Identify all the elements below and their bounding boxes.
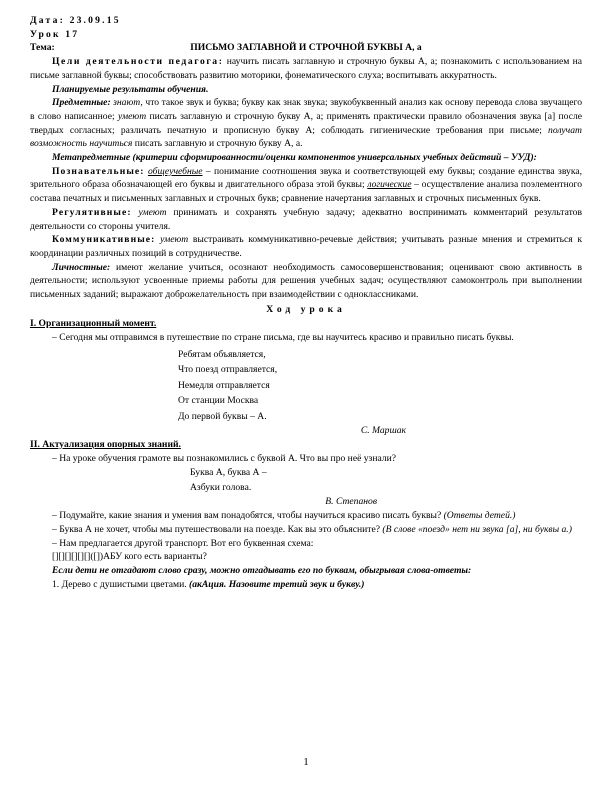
question-2 [30,523,582,537]
question-2-text: – Буква А не хочет, чтобы мы путешествовали на поезде. Как вы это объясните? [52,523,383,535]
topic-label: Тема: [30,42,55,54]
topic-row [30,41,582,55]
course-title: Ход урока [266,303,346,315]
communicative-can: умеют [160,234,189,246]
document-page [30,14,582,591]
question-1 [30,509,582,523]
riddle-item-1-text: 1. Дерево с душистыми цветами. [52,578,190,590]
subject-chance: получат возможность научиться [30,124,582,150]
section-2-heading: II. Актуализация опорных знаний. [30,439,181,451]
page-number: 1 [303,756,309,768]
personal-text: имеют желание учиться, осознают необходимость самосовершенствования; оценивают свою активность в деятельности; используют усвоенные приемы работы для решения учебных задач; осуществляют самоконтроль при выполнении письменных заданий; выражают доброжелательность при взаимодействии с одноклассниками. [30,261,582,301]
section-1-text: – Сегодня мы отправимся в путешествие по стране письма, где вы научитесь красиво и правильно писать буквы. [52,332,514,344]
cognitive-general: общеучебные [147,165,203,177]
riddle-item-1-hint: (акАция. Назовите третий звук и букву.) [189,578,365,590]
goals-paragraph [30,55,582,82]
goals-text: научить писать заглавную и строчную буквы А, а; познакомить с использованием на письме заглавной буквы; способствовать развитию моторики, фонематического слуха; воспитывать аккуратность. [30,56,583,81]
poem-author-marshak: С. Маршак [360,425,406,437]
meta-heading: Метапредметные (критерии сформированности/оценки компонентов универсальных учебных действий – УУД): [52,152,537,164]
regulative-can: умеют [138,206,167,218]
lesson-date: Дата: 23.09.15 [30,15,121,26]
regulative-paragraph [30,206,582,233]
planned-results-heading: Планируемые результаты обучения. [52,83,209,95]
poem-line: От станции Москва [178,395,259,407]
poem-line: Немедля отправляется [178,379,270,391]
question-2-answer: (В слове «поезд» нет ни звука [а], ни буквы а.) [382,523,572,535]
subject-text-3: писать заглавную и строчную букву А, а. [132,138,303,150]
poem-author-stepanov: В. Степанов [325,496,377,508]
regulative-label: Регулятивные: [52,206,132,218]
subject-know: знают, [110,97,143,109]
personal-paragraph [30,261,582,302]
communicative-paragraph [30,233,582,260]
cognitive-text-2: – осуществление анализа поэлементного состава печатных и письменных заглавных и строчных букв; сравнение начертания заглавных и строчных письменных букв. [30,179,582,205]
communicative-label: Коммуникативные: [52,234,156,246]
poem-line: Азбуки голова. [190,482,252,494]
subject-label: Предметные: [52,97,111,109]
question-3: – Нам предлагается другой транспорт. Вот его буквенная схема: [52,537,314,549]
cognitive-text-1: – понимание соотношения звука и соответствующей ему буквы; создание единства звука, зрительного образа обозначающей его буквы и двигательного образа этой буквы; [30,165,582,191]
cognitive-label: Познавательные: [52,165,145,177]
poem-marshak [178,347,582,425]
poem-stepanov [190,465,582,495]
topic-title: ПИСЬМО ЗАГЛАВНОЙ И СТРОЧНОЙ БУКВЫ А, а [190,42,422,54]
poem-line: До первой буквы – А. [178,410,267,422]
riddle-item-1 [30,578,582,592]
question-1-answer: (Ответы детей.) [443,510,516,522]
poem-line: Буква А, буква А – [190,467,267,479]
subject-text-2: писать заглавную и строчную букву А, а; применять практически правило обозначения звука [а] после твердых согласных; различать печатную и прописную букву А; соблюдать гигиенические требования при письме; [30,110,582,136]
lesson-number: Урок 17 [30,28,80,40]
cognitive-paragraph [30,165,582,206]
poem-line: Что поезд отправляется, [178,364,278,376]
poem-line: Ребятам объявляется, [178,348,266,360]
section-1-heading: I. Организационный момент. [30,318,157,330]
subject-text-1: что такое звук и буква; букву как знак звука; звукобуквенный анализ как основу перевода слова звучащего в слово написанное; [30,97,583,122]
subject-results-paragraph [30,96,582,151]
goals-label: Цели деятельности педагога: [52,56,224,68]
communicative-text: выстраивать коммуникативно-речевые действия; учитывать разные мнения и стремиться к координации различных позиций в сотрудничестве. [30,234,583,259]
personal-label: Личностные: [52,261,111,273]
letter-scheme: [][][][][][]([])АБУ кого есть варианты? [52,551,207,563]
cognitive-logical: логические [367,179,412,191]
regulative-text: принимать и сохранять учебную задачу; адекватно воспринимать комментарий результатов деятельности со стороны учителя. [30,206,582,232]
subject-can: умеют [118,110,147,122]
section-2-text: – На уроке обучения грамоте вы познакомились с буквой А. Что вы про неё узнали? [52,452,396,464]
teacher-hint: Если дети не отгадают слово сразу, можно отгадывать его по буквам, обыгрывая слова-ответы: [52,564,472,576]
question-1-text: – Подумайте, какие знания и умения вам понадобятся, чтобы научиться красиво писать буквы? [52,510,444,522]
